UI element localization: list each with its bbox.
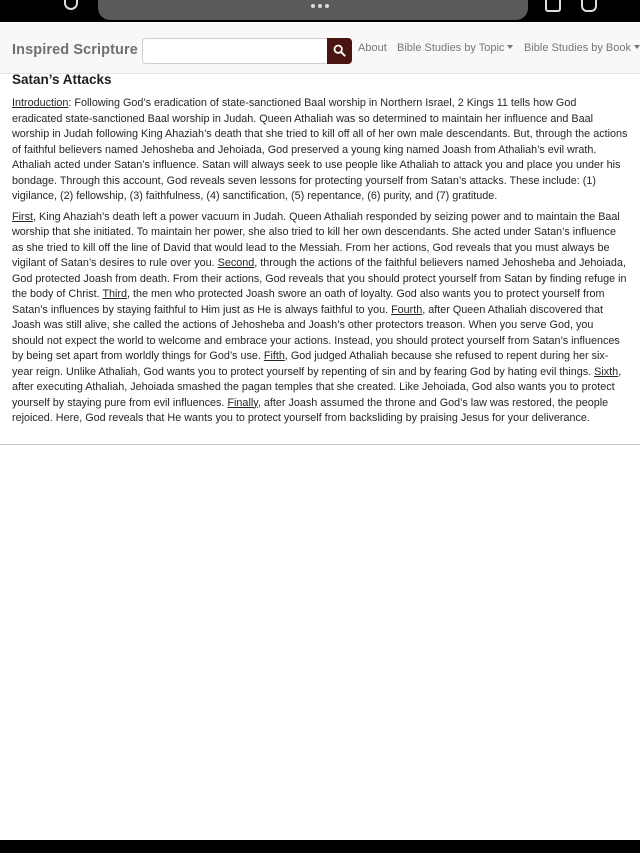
- browser-bottom-bar: [0, 840, 640, 853]
- address-bar[interactable]: [98, 0, 528, 20]
- browser-menu-icon[interactable]: [64, 0, 78, 10]
- lesson-text-first: , King Ahaziah’s death left a power vacuum in Judah. Queen Athaliah responded by seizing power and to maintain the Baal worship that she initiated. To maintain her power, she also tried to kill her own descendants. She acted under Satan’s influence as she tried to kill off the line of David that would lead to the Messiah. From her actions, God reveals that you must always be vigilant of Satan’s desires to rule over you.: [12, 210, 620, 269]
- search-button[interactable]: [327, 38, 352, 64]
- page-title: Satan’s Attacks: [12, 72, 112, 87]
- nav-about-link[interactable]: About: [358, 42, 387, 54]
- lesson-text-second: , through the actions of the faithful believers named Jehosheba and Jehoiada, God protected Joash from death. From their actions, God reveals that you should protect yourself from Satan by finding refuge in the body of Christ.: [12, 257, 627, 300]
- intro-paragraph: [12, 96, 628, 205]
- more-dots-icon[interactable]: [311, 4, 329, 10]
- search-input[interactable]: [142, 38, 328, 64]
- lesson-text-sixth: , after executing Athaliah, Jehoiada smashed the pagan temples that she created. Like Jehoiada, God also wants you to protect yourself by staying pure from evil influences.: [12, 365, 622, 409]
- lesson-label-second: Second: [217, 257, 255, 269]
- lesson-label-first: First: [12, 210, 33, 223]
- lesson-label-sixth: Sixth: [594, 365, 619, 378]
- lesson-text-finally: , after Joash assumed the throne and God’s law was restored, the people rejoiced. Here, God reveals that He wants you to protect yourself from backsliding by praising Jesus for your deliverance.: [12, 396, 609, 424]
- lesson-label-fifth: Fifth: [263, 350, 285, 362]
- intro-label: Introduction: [12, 97, 69, 109]
- nav-book-dropdown[interactable]: [524, 42, 640, 54]
- caret-down-icon: [507, 45, 513, 49]
- browser-top-bar: [0, 0, 640, 22]
- content-divider: [0, 444, 640, 445]
- lesson-label-third: Third: [102, 288, 128, 300]
- lesson-label-fourth: Fourth: [391, 303, 423, 316]
- caret-down-icon: [634, 45, 640, 49]
- nav-topic-dropdown[interactable]: [397, 42, 513, 54]
- lesson-text-fifth: , God judged Athaliah because she refused to repent during her six-year reign. Unlike Athaliah, God wants you to protect yourself by repenting of sin and by fearing God by hating evil things.: [12, 350, 609, 378]
- lessons-paragraph: [12, 210, 628, 427]
- nav-topic-label: Bible Studies by Topic: [397, 42, 505, 54]
- tabs-icon[interactable]: [545, 0, 561, 12]
- search-icon: [333, 44, 346, 57]
- lesson-text-fourth: , after Queen Athaliah discovered that Joash was still alive, she called the actions of Jehosheba and Joash’s other protectors treason. When you serve God, you should not expect the world to welcome and embrace your actions. Instead, you should protect yourself from Satan’s influences by being set apart from worldly things for God’s use.: [12, 303, 620, 362]
- nav-book-label: Bible Studies by Book: [524, 42, 632, 54]
- site-brand[interactable]: Inspired Scripture: [12, 42, 138, 58]
- lesson-label-finally: Finally: [227, 396, 258, 409]
- article-content: [12, 72, 628, 432]
- lesson-text-third: , the men who protected Joash swore an oath of loyalty. God also wants you to protect yourself from Satan’s influences by staying faithful to Him just as He is always faithful to you.: [12, 288, 605, 316]
- site-navbar: [0, 22, 640, 74]
- intro-text: : Following God’s eradication of state-sanctioned Baal worship in Northern Israel, 2 Kings 11 tells how God eradicated state-sanctioned Baal worship in Judah. Queen Athaliah was so determined to maintain her influence and Baal worship in Judah following King Ahaziah’s death that she tried to kill off all of her own male descendants. But, through the actions of faithful believers named Jehosheba and Jehoiada, God preserved a young king named Joash from Athaliah’s evil wrath. Athaliah acted under Satan’s influence. Satan will always seek to use people like Athaliah to attack you and place you under his bondage. Through this account, God reveals seven lessons for protecting yourself from Satan’s attacks. These include: (1) vigilance, (2) fellowship, (3) faithfulness, (4) sanctification, (5) repentance, (6) purity, and (7) gratitude.: [12, 97, 628, 202]
- share-icon[interactable]: [581, 0, 597, 12]
